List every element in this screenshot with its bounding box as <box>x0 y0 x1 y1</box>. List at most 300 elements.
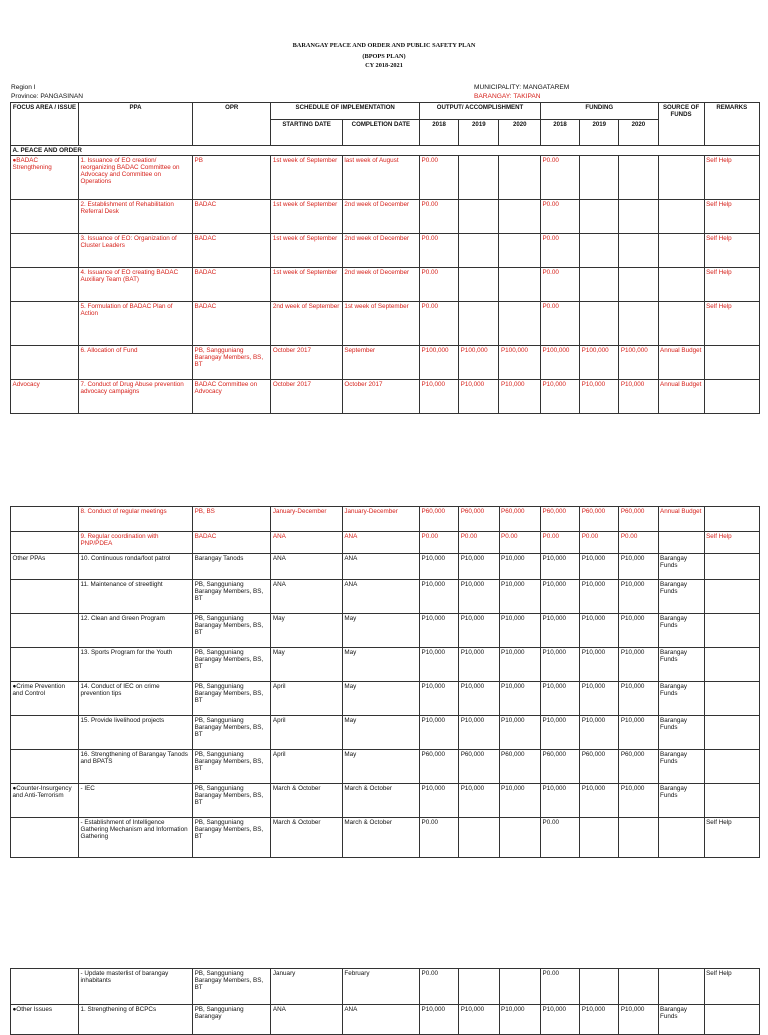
start-date-cell: January-December <box>271 507 342 532</box>
funding-2019-cell <box>580 818 619 858</box>
remarks-cell: Self Help <box>704 302 759 346</box>
funding-2020-cell <box>619 969 658 1005</box>
ppa-cell: 5. Formulation of BADAC Plan of Action <box>78 302 192 346</box>
source-of-funds-cell: Barangay Funds <box>658 784 704 818</box>
remarks-cell: Self Help <box>704 268 759 302</box>
output-2018-cell: P10,000 <box>420 554 459 580</box>
start-date-cell: April <box>271 716 342 750</box>
funding-2018-cell: P10,000 <box>541 716 580 750</box>
funding-2018-cell: P60,000 <box>541 750 580 784</box>
output-2019-cell: P10,000 <box>459 716 499 750</box>
table-row <box>11 648 760 682</box>
remarks-cell: Self Help <box>704 818 759 858</box>
output-2019-cell: P10,000 <box>459 784 499 818</box>
output-2020-cell: P100,000 <box>499 346 540 380</box>
funding-2019-cell: P10,000 <box>580 1005 619 1035</box>
opr-cell: PB, Sangguniang Barangay Members, BS, BT <box>193 580 271 614</box>
output-2020-cell: P10,000 <box>499 648 540 682</box>
funding-2018-cell: P10,000 <box>541 554 580 580</box>
remarks-cell <box>704 580 759 614</box>
start-date-cell: October 2017 <box>271 380 342 414</box>
start-date-cell: October 2017 <box>271 346 342 380</box>
output-2018-cell: P0.00 <box>420 268 459 302</box>
output-2019-cell: P100,000 <box>459 346 499 380</box>
opr-cell: BADAC Committee on Advocacy <box>193 380 271 414</box>
output-2018-cell: P0.00 <box>420 234 459 268</box>
opr-cell: PB, Sangguniang Barangay <box>193 1005 271 1035</box>
plan-table-page-2 <box>10 506 760 858</box>
table-row <box>11 580 760 614</box>
start-date-cell: April <box>271 750 342 784</box>
funding-2019-cell: P100,000 <box>580 346 619 380</box>
ppa-cell: 3. Issuance of EO: Organization of Cluster Leaders <box>78 234 192 268</box>
output-2020-cell <box>499 268 540 302</box>
focus-area-cell: ●BADAC Strengthening <box>11 156 79 200</box>
source-of-funds-cell <box>658 234 704 268</box>
output-2018-cell: P0.00 <box>420 200 459 234</box>
output-2020-cell <box>499 234 540 268</box>
ppa-cell: 4. Issuance of EO creating BADAC Auxiliary Team (BAT) <box>78 268 192 302</box>
funding-2018-cell: P0.00 <box>540 234 579 268</box>
header-completion-date: COMPLETION DATE <box>342 120 419 146</box>
ppa-cell: 7. Conduct of Drug Abuse prevention advocacy campaigns <box>78 380 192 414</box>
start-date-cell: March & October <box>271 818 342 858</box>
header-opr: OPR <box>193 103 271 146</box>
output-2019-cell: P10,000 <box>459 554 499 580</box>
header-starting-date: STARTING DATE <box>271 120 342 146</box>
focus-area-cell <box>11 648 79 682</box>
source-of-funds-cell: Barangay Funds <box>658 682 704 716</box>
remarks-cell: Self Help <box>704 969 759 1005</box>
header-remarks: REMARKS <box>704 103 759 146</box>
ppa-cell: 1. Strengthening of BCPCs <box>78 1005 192 1035</box>
table-row <box>11 784 760 818</box>
municipality-label: MUNICIPALITY: MANGATAREM <box>474 84 570 91</box>
opr-cell: PB, Sangguniang Barangay Members, BS, BT <box>193 716 271 750</box>
ppa-cell: 10. Continuous ronda/foot patrol <box>78 554 192 580</box>
funding-2020-cell: P0.00 <box>619 532 658 554</box>
output-2019-cell: P60,000 <box>459 750 499 784</box>
completion-date-cell: ANA <box>342 554 419 580</box>
header-output-2019: 2019 <box>459 120 499 146</box>
funding-2020-cell: P10,000 <box>619 554 658 580</box>
start-date-cell: 1st week of September <box>271 234 342 268</box>
doc-year: CY 2018-2021 <box>365 62 403 69</box>
funding-2019-cell <box>580 156 619 200</box>
funding-2018-cell: P10,000 <box>541 1005 580 1035</box>
start-date-cell: January <box>271 969 342 1005</box>
focus-area-cell <box>11 346 79 380</box>
funding-2020-cell <box>619 818 658 858</box>
output-2019-cell <box>459 969 499 1005</box>
remarks-cell: Self Help <box>704 234 759 268</box>
opr-cell: Barangay Tanods <box>193 554 271 580</box>
output-2020-cell: P60,000 <box>499 750 540 784</box>
focus-area-cell <box>11 234 79 268</box>
header-funding: FUNDING <box>540 103 658 120</box>
source-of-funds-cell <box>658 156 704 200</box>
source-of-funds-cell: Annual Budget <box>658 380 704 414</box>
funding-2018-cell: P100,000 <box>540 346 579 380</box>
remarks-cell <box>704 750 759 784</box>
start-date-cell: 2nd week of September <box>271 302 342 346</box>
focus-area-cell <box>11 818 79 858</box>
focus-area-cell: ●Crime Prevention and Control <box>11 682 79 716</box>
ppa-cell: 12. Clean and Green Program <box>78 614 192 648</box>
output-2020-cell: P10,000 <box>499 784 540 818</box>
header-source: SOURCE OF FUNDS <box>658 103 704 146</box>
table-row <box>11 614 760 648</box>
source-of-funds-cell: Barangay Funds <box>658 750 704 784</box>
opr-cell: PB, Sangguniang Barangay Members, BS, BT <box>193 346 271 380</box>
output-2020-cell <box>499 200 540 234</box>
header-output: OUTPUT/ ACCOMPLISHMENT <box>420 103 541 120</box>
output-2018-cell: P60,000 <box>420 507 459 532</box>
funding-2020-cell <box>619 156 658 200</box>
output-2020-cell: P10,000 <box>499 380 540 414</box>
output-2020-cell: P10,000 <box>499 682 540 716</box>
completion-date-cell: January-December <box>342 507 419 532</box>
output-2018-cell: P10,000 <box>420 784 459 818</box>
output-2019-cell: P0.00 <box>459 532 499 554</box>
plan-table-page-3 <box>10 968 760 1035</box>
focus-area-cell <box>11 580 79 614</box>
funding-2019-cell: P10,000 <box>580 716 619 750</box>
focus-area-cell <box>11 507 79 532</box>
header-output-2020: 2020 <box>499 120 540 146</box>
completion-date-cell: May <box>342 648 419 682</box>
start-date-cell: ANA <box>271 532 342 554</box>
focus-area-cell: ●Other Issues <box>11 1005 79 1035</box>
completion-date-cell: 2nd week of December <box>342 268 419 302</box>
funding-2020-cell: P60,000 <box>619 750 658 784</box>
focus-area-cell: Other PPAs <box>11 554 79 580</box>
funding-2020-cell <box>619 268 658 302</box>
funding-2020-cell <box>619 200 658 234</box>
table-row <box>11 156 760 200</box>
funding-2018-cell: P0.00 <box>540 302 579 346</box>
funding-2018-cell: P0.00 <box>541 532 580 554</box>
output-2019-cell <box>459 302 499 346</box>
output-2018-cell: P0.00 <box>420 302 459 346</box>
output-2020-cell <box>499 156 540 200</box>
funding-2019-cell: P0.00 <box>580 532 619 554</box>
funding-2020-cell: P10,000 <box>619 380 658 414</box>
table-row <box>11 380 760 414</box>
output-2020-cell: P10,000 <box>499 580 540 614</box>
funding-2019-cell <box>580 302 619 346</box>
province-label: Province: PANGASINAN <box>11 93 84 100</box>
source-of-funds-cell: Annual Budget <box>658 346 704 380</box>
funding-2019-cell: P60,000 <box>580 507 619 532</box>
output-2020-cell: P10,000 <box>499 1005 540 1035</box>
remarks-cell <box>704 682 759 716</box>
output-2020-cell: P0.00 <box>499 532 540 554</box>
ppa-cell: - Update masterlist of barangay inhabitants <box>78 969 192 1005</box>
output-2018-cell: P10,000 <box>420 716 459 750</box>
ppa-cell: 9. Regular coordination with PNP/PDEA <box>78 532 192 554</box>
output-2020-cell: P60,000 <box>499 507 540 532</box>
output-2019-cell: P10,000 <box>459 648 499 682</box>
opr-cell: PB, Sangguniang Barangay Members, BS, BT <box>193 682 271 716</box>
funding-2019-cell: P60,000 <box>580 750 619 784</box>
ppa-cell: 13. Sports Program for the Youth <box>78 648 192 682</box>
funding-2018-cell: P0.00 <box>541 969 580 1005</box>
funding-2018-cell: P10,000 <box>541 614 580 648</box>
header-ppa: PPA <box>78 103 192 146</box>
source-of-funds-cell: Barangay Funds <box>658 716 704 750</box>
opr-cell: BADAC <box>193 532 271 554</box>
output-2019-cell <box>459 818 499 858</box>
completion-date-cell: February <box>342 969 419 1005</box>
table-row <box>11 750 760 784</box>
opr-cell: PB, Sangguniang Barangay Members, BS, BT <box>193 750 271 784</box>
output-2018-cell: P0.00 <box>420 818 459 858</box>
funding-2020-cell: P60,000 <box>619 507 658 532</box>
ppa-cell: 6. Allocation of Fund <box>78 346 192 380</box>
opr-cell: PB, Sangguniang Barangay Members, BS, BT <box>193 614 271 648</box>
funding-2019-cell: P10,000 <box>580 784 619 818</box>
start-date-cell: April <box>271 682 342 716</box>
section-peace-and-order: A. PEACE AND ORDER <box>11 146 760 156</box>
start-date-cell: ANA <box>271 580 342 614</box>
table-row <box>11 554 760 580</box>
funding-2020-cell: P10,000 <box>619 648 658 682</box>
ppa-cell: 16. Strengthening of Barangay Tanods and BPATS <box>78 750 192 784</box>
remarks-cell <box>704 614 759 648</box>
table-row <box>11 682 760 716</box>
completion-date-cell: last week of August <box>342 156 419 200</box>
focus-area-cell <box>11 200 79 234</box>
focus-area-cell: Advocacy <box>11 380 79 414</box>
output-2020-cell: P10,000 <box>499 614 540 648</box>
remarks-cell <box>704 716 759 750</box>
funding-2019-cell <box>580 200 619 234</box>
opr-cell: BADAC <box>193 268 271 302</box>
completion-date-cell: May <box>342 614 419 648</box>
output-2018-cell: P0.00 <box>420 969 459 1005</box>
focus-area-cell <box>11 532 79 554</box>
funding-2019-cell: P10,000 <box>580 580 619 614</box>
opr-cell: PB, Sangguniang Barangay Members, BS, BT <box>193 648 271 682</box>
focus-area-cell <box>11 716 79 750</box>
completion-date-cell: ANA <box>342 532 419 554</box>
focus-area-cell <box>11 969 79 1005</box>
funding-2020-cell <box>619 302 658 346</box>
start-date-cell: ANA <box>271 554 342 580</box>
funding-2019-cell <box>580 268 619 302</box>
output-2020-cell: P10,000 <box>499 554 540 580</box>
remarks-cell <box>704 507 759 532</box>
output-2018-cell: P60,000 <box>420 750 459 784</box>
header-focus-area: FOCUS AREA / ISSUE <box>11 103 79 146</box>
funding-2018-cell: P10,000 <box>541 648 580 682</box>
focus-area-cell <box>11 614 79 648</box>
output-2018-cell: P10,000 <box>420 614 459 648</box>
output-2019-cell <box>459 156 499 200</box>
start-date-cell: May <box>271 614 342 648</box>
funding-2019-cell <box>580 234 619 268</box>
table-row <box>11 818 760 858</box>
output-2019-cell: P10,000 <box>459 1005 499 1035</box>
ppa-cell: 1. Issuance of EO creation/ reorganizing BADAC Committee on Advocacy and Committee on Operations <box>78 156 192 200</box>
funding-2018-cell: P0.00 <box>540 156 579 200</box>
table-row <box>11 200 760 234</box>
source-of-funds-cell: Barangay Funds <box>658 580 704 614</box>
completion-date-cell: ANA <box>342 580 419 614</box>
ppa-cell: - Establishment of Intelligence Gathering Mechanism and Information Gathering <box>78 818 192 858</box>
start-date-cell: ANA <box>271 1005 342 1035</box>
funding-2018-cell: P0.00 <box>540 268 579 302</box>
table-row <box>11 532 760 554</box>
table-row <box>11 969 760 1005</box>
ppa-cell: 15. Provide livelihood projects <box>78 716 192 750</box>
source-of-funds-cell <box>658 969 704 1005</box>
source-of-funds-cell: Barangay Funds <box>658 554 704 580</box>
funding-2018-cell: P10,000 <box>541 580 580 614</box>
header-schedule: SCHEDULE OF IMPLEMENTATION <box>271 103 420 120</box>
funding-2020-cell: P10,000 <box>619 784 658 818</box>
funding-2020-cell <box>619 234 658 268</box>
opr-cell: PB, Sangguniang Barangay Members, BS, BT <box>193 818 271 858</box>
doc-subtitle: (BPOPS PLAN) <box>362 53 406 60</box>
start-date-cell: May <box>271 648 342 682</box>
plan-table-page-1 <box>10 102 760 414</box>
opr-cell: PB, Sangguniang Barangay Members, BS, BT <box>193 784 271 818</box>
start-date-cell: 1st week of September <box>271 200 342 234</box>
output-2019-cell <box>459 200 499 234</box>
funding-2018-cell: P60,000 <box>541 507 580 532</box>
source-of-funds-cell <box>658 200 704 234</box>
remarks-cell <box>704 380 759 414</box>
completion-date-cell: 2nd week of December <box>342 234 419 268</box>
funding-2019-cell: P10,000 <box>580 380 619 414</box>
funding-2018-cell: P10,000 <box>541 784 580 818</box>
funding-2020-cell: P10,000 <box>619 1005 658 1035</box>
table-row <box>11 268 760 302</box>
funding-2019-cell: P10,000 <box>580 682 619 716</box>
output-2019-cell: P10,000 <box>459 580 499 614</box>
completion-date-cell: March & October <box>342 818 419 858</box>
source-of-funds-cell: Barangay Funds <box>658 614 704 648</box>
funding-2020-cell: P10,000 <box>619 716 658 750</box>
ppa-cell: 2. Establishment of Rehabilitation Referral Desk <box>78 200 192 234</box>
start-date-cell: 1st week of September <box>271 268 342 302</box>
completion-date-cell: 2nd week of December <box>342 200 419 234</box>
funding-2020-cell: P10,000 <box>619 682 658 716</box>
source-of-funds-cell <box>658 268 704 302</box>
opr-cell: BADAC <box>193 302 271 346</box>
completion-date-cell: May <box>342 750 419 784</box>
completion-date-cell: May <box>342 716 419 750</box>
funding-2019-cell: P10,000 <box>580 614 619 648</box>
output-2019-cell <box>459 234 499 268</box>
output-2018-cell: P10,000 <box>420 1005 459 1035</box>
completion-date-cell: 1st week of September <box>342 302 419 346</box>
source-of-funds-cell <box>658 532 704 554</box>
source-of-funds-cell <box>658 302 704 346</box>
doc-title: BARANGAY PEACE AND ORDER AND PUBLIC SAFETY PLAN <box>292 42 476 49</box>
output-2018-cell: P0.00 <box>420 156 459 200</box>
start-date-cell: March & October <box>271 784 342 818</box>
funding-2018-cell: P0.00 <box>541 818 580 858</box>
focus-area-cell <box>11 750 79 784</box>
output-2020-cell <box>499 818 540 858</box>
table-row <box>11 234 760 268</box>
ppa-cell: - IEC <box>78 784 192 818</box>
output-2018-cell: P100,000 <box>420 346 459 380</box>
header-funding-2019: 2019 <box>580 120 619 146</box>
remarks-cell <box>704 1005 759 1035</box>
opr-cell: BADAC <box>193 200 271 234</box>
remarks-cell: Self Help <box>704 200 759 234</box>
completion-date-cell: ANA <box>342 1005 419 1035</box>
source-of-funds-cell: Barangay Funds <box>658 1005 704 1035</box>
funding-2018-cell: P10,000 <box>541 682 580 716</box>
output-2020-cell <box>499 302 540 346</box>
remarks-cell <box>704 784 759 818</box>
output-2018-cell: P10,000 <box>420 580 459 614</box>
focus-area-cell <box>11 268 79 302</box>
output-2019-cell: P60,000 <box>459 507 499 532</box>
completion-date-cell: September <box>342 346 419 380</box>
funding-2019-cell: P10,000 <box>580 554 619 580</box>
remarks-cell <box>704 554 759 580</box>
output-2019-cell <box>459 268 499 302</box>
barangay-label: BARANGAY: TAKIPAN <box>474 93 541 100</box>
opr-cell: PB, Sangguniang Barangay Members, BS, BT <box>193 969 271 1005</box>
funding-2018-cell: P10,000 <box>540 380 579 414</box>
output-2019-cell: P10,000 <box>459 380 499 414</box>
table-row <box>11 1005 760 1035</box>
remarks-cell: Self Help <box>704 532 759 554</box>
completion-date-cell: May <box>342 682 419 716</box>
funding-2020-cell: P100,000 <box>619 346 658 380</box>
focus-area-cell: ●Counter-Insurgency and Anti-Terrorism <box>11 784 79 818</box>
ppa-cell: 11. Maintenance of streetlight <box>78 580 192 614</box>
header-funding-2018: 2018 <box>540 120 579 146</box>
output-2019-cell: P10,000 <box>459 614 499 648</box>
output-2018-cell: P0.00 <box>420 532 459 554</box>
header-output-2018: 2018 <box>420 120 459 146</box>
output-2020-cell <box>499 969 540 1005</box>
source-of-funds-cell: Barangay Funds <box>658 648 704 682</box>
focus-area-cell <box>11 302 79 346</box>
opr-cell: PB <box>193 156 271 200</box>
table-row <box>11 346 760 380</box>
source-of-funds-cell <box>658 818 704 858</box>
funding-2020-cell: P10,000 <box>619 614 658 648</box>
header-funding-2020: 2020 <box>619 120 658 146</box>
funding-2018-cell: P0.00 <box>540 200 579 234</box>
output-2018-cell: P10,000 <box>420 380 459 414</box>
opr-cell: PB, BS <box>193 507 271 532</box>
funding-2019-cell <box>580 969 619 1005</box>
ppa-cell: 8. Conduct of regular meetings <box>78 507 192 532</box>
opr-cell: BADAC <box>193 234 271 268</box>
start-date-cell: 1st week of September <box>271 156 342 200</box>
output-2020-cell: P10,000 <box>499 716 540 750</box>
source-of-funds-cell: Annual Budget <box>658 507 704 532</box>
completion-date-cell: March & October <box>342 784 419 818</box>
output-2018-cell: P10,000 <box>420 648 459 682</box>
completion-date-cell: October 2017 <box>342 380 419 414</box>
funding-2020-cell: P10,000 <box>619 580 658 614</box>
ppa-cell: 14. Conduct of IEC on crime prevention tips <box>78 682 192 716</box>
output-2018-cell: P10,000 <box>420 682 459 716</box>
region-label: Region I <box>11 84 36 91</box>
funding-2019-cell: P10,000 <box>580 648 619 682</box>
